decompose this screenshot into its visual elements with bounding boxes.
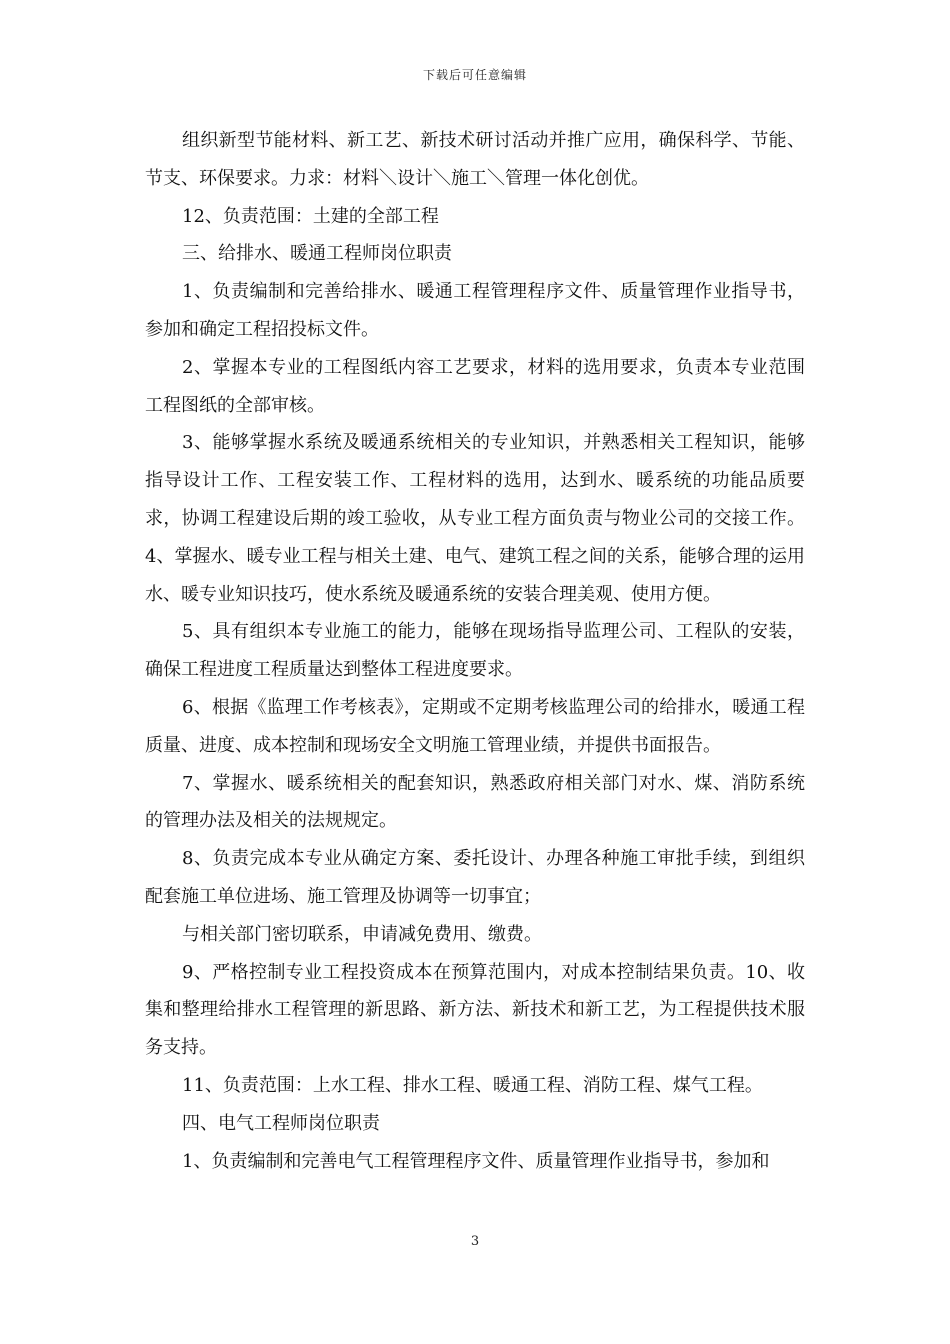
paragraph: 7、掌握水、暖系统相关的配套知识，熟悉政府相关部门对水、煤、消防系统的管理办法及相关的法规规定。: [145, 772, 805, 832]
paragraph: 2、掌握本专业的工程图纸内容工艺要求，材料的选用要求，负责本专业范围工程图纸的全部审核。: [145, 356, 805, 416]
paragraph: 9、严格控制专业工程投资成本在预算范围内，对成本控制结果负责。10、收集和整理给排水工程管理的新思路、新方法、新技术和新工艺，为工程提供技术服务支持。: [145, 961, 805, 1059]
page-header: 下载后可任意编辑: [422, 68, 527, 82]
paragraph: 1、负责编制和完善电气工程管理程序文件、质量管理作业指导书，参加和: [182, 1150, 770, 1172]
section-heading: 三、给排水、暖通工程师岗位职责: [182, 243, 452, 265]
paragraph: 3、能够掌握水系统及暖通系统相关的专业知识，并熟悉相关工程知识，能够指导设计工作、工程安装工作、工程材料的选用，达到水、暖系统的功能品质要求，协调工程建设后期的竣工验收，从专业工程方面负责与物业公司的交接工作。4、掌握水、暖专业工程与相关土建、电气、建筑工程之间的关系，能够合理的运用水、暖专业知识技巧，使水系统及暖通系统的安装合理美观、使用方便。: [145, 432, 805, 605]
paragraph: 6、根据《监理工作考核表》，定期或不定期考核监理公司的给排水，暖通工程质量、进度、成本控制和现场安全文明施工管理业绩，并提供书面报告。: [145, 696, 805, 756]
paragraph: 1、负责编制和完善给排水、暖通工程管理程序文件、质量管理作业指导书，参加和确定工程招投标文件。: [145, 281, 805, 340]
paragraph: 5、具有组织本专业施工的能力，能够在现场指导监理公司、工程队的安装，确保工程进度工程质量达到整体工程进度要求。: [145, 621, 805, 681]
paragraph: 与相关部门密切联系，申请减免费用、缴费。: [182, 923, 542, 945]
paragraph: 11、负责范围：上水工程、排水工程、暖通工程、消防工程、煤气工程。: [182, 1074, 763, 1096]
page-number: 3: [470, 1234, 480, 1249]
paragraph: 12、负责范围：土建的全部工程: [182, 205, 439, 227]
paragraph: 8、负责完成本专业从确定方案、委托设计、办理各种施工审批手续，到组织配套施工单位进场、施工管理及协调等一切事宜；: [145, 848, 805, 907]
document-body: [145, 122, 805, 1180]
section-heading: 四、电气工程师岗位职责: [182, 1112, 380, 1134]
paragraph: 组织新型节能材料、新工艺、新技术研讨活动并推广应用，确保科学、节能、节支、环保要求。力求：材料＼设计＼施工＼管理一体化创优。: [145, 130, 805, 189]
